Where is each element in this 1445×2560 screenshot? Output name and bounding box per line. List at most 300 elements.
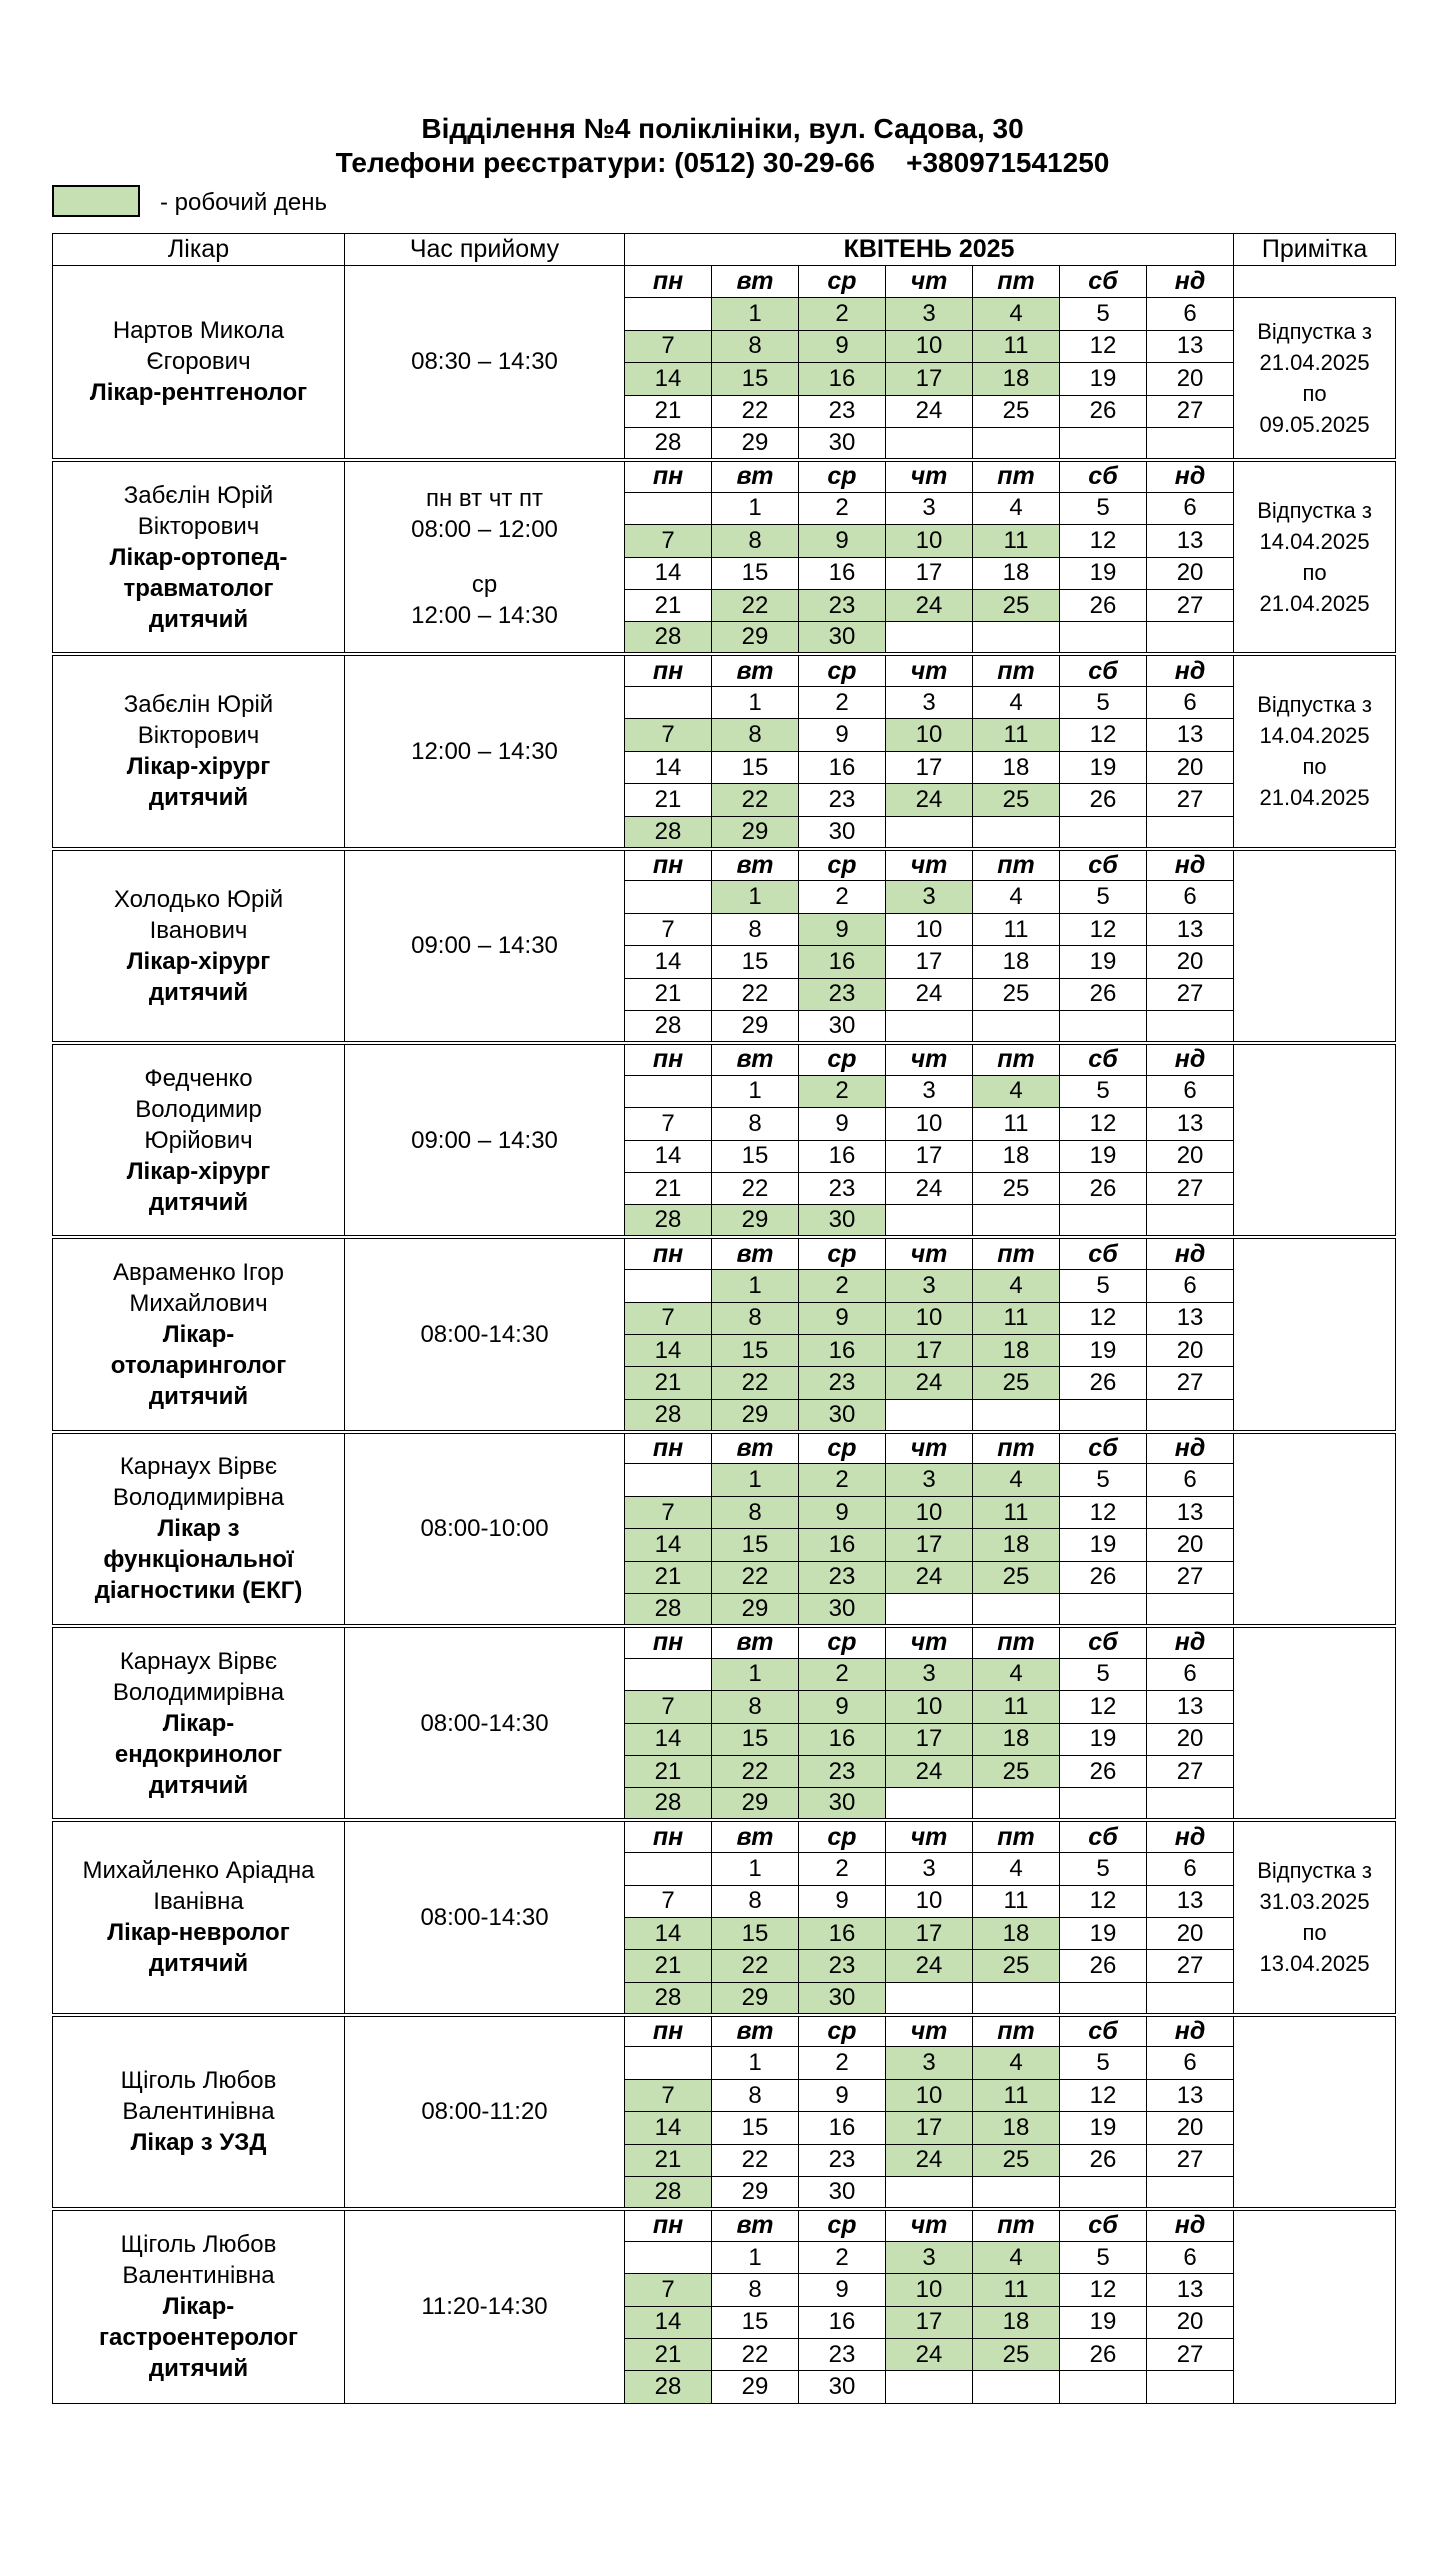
calendar-day-cell: 1 <box>712 2047 799 2079</box>
weekday-header: пн <box>625 849 712 881</box>
doctor-specialty-line: дитячий <box>148 2355 249 2383</box>
calendar-day-cell: 23 <box>799 2339 886 2371</box>
calendar-day-cell: 3 <box>886 1270 973 1302</box>
page-title <box>0 112 1445 180</box>
calendar-day-cell: 7 <box>625 719 712 751</box>
calendar-day-cell: 19 <box>1060 2112 1147 2144</box>
calendar-day-cell: 25 <box>973 395 1060 427</box>
calendar-day-cell: 2 <box>799 881 886 913</box>
weekday-header: пн <box>625 2209 712 2241</box>
weekday-header: вт <box>712 460 799 492</box>
calendar-day-cell: 26 <box>1060 978 1147 1010</box>
calendar-day-cell: 17 <box>886 1917 973 1949</box>
title-line-phones: Телефони реєстратури: (0512) 30-29-66 +380971541250 <box>335 147 1110 178</box>
doctor-name-line: Нартов Микола <box>112 317 285 345</box>
calendar-day-cell: 27 <box>1147 1367 1234 1399</box>
calendar-day-cell <box>1147 427 1234 459</box>
reception-time-cell <box>345 849 625 1043</box>
calendar-day-cell: 15 <box>712 2112 799 2144</box>
calendar-day-cell: 30 <box>799 1010 886 1042</box>
weekday-header: вт <box>712 266 799 298</box>
calendar-day-cell: 8 <box>712 913 799 945</box>
calendar-day-cell: 12 <box>1060 1108 1147 1140</box>
calendar-day-cell: 2 <box>799 687 886 719</box>
doctor-name-line: Михайлович <box>129 1289 268 1317</box>
calendar-day-cell: 8 <box>712 2274 799 2306</box>
calendar-day-cell: 7 <box>625 2274 712 2306</box>
calendar-day-cell: 25 <box>973 1950 1060 1982</box>
reception-time-line: 08:00-11:20 <box>421 2098 548 2126</box>
doctor-specialty-line: Лікар- <box>162 2293 235 2321</box>
calendar-day-cell: 15 <box>712 1917 799 1949</box>
doctor-specialty-line: Лікар-хірург <box>126 1157 271 1185</box>
weekday-header: нд <box>1147 1237 1234 1269</box>
calendar-day-cell: 29 <box>712 1594 799 1626</box>
calendar-day-cell: 20 <box>1147 1334 1234 1366</box>
calendar-day-cell: 9 <box>799 330 886 362</box>
calendar-day-cell: 23 <box>799 978 886 1010</box>
weekday-header: чт <box>886 460 973 492</box>
calendar-day-cell <box>1060 1399 1147 1431</box>
calendar-day-cell: 4 <box>973 1658 1060 1690</box>
weekday-header: ср <box>799 849 886 881</box>
weekday-header: вт <box>712 1820 799 1852</box>
calendar-day-cell: 13 <box>1147 330 1234 362</box>
calendar-day-cell: 5 <box>1060 1853 1147 1885</box>
weekday-header: нд <box>1147 849 1234 881</box>
calendar-day-cell: 24 <box>886 1172 973 1204</box>
weekday-header: пт <box>973 1432 1060 1464</box>
note-line: Відпустка з <box>1257 319 1372 345</box>
calendar-day-cell: 25 <box>973 978 1060 1010</box>
calendar-day-cell: 25 <box>973 1561 1060 1593</box>
doctor-weekday-row <box>53 1820 1396 1852</box>
weekday-header: пт <box>973 2209 1060 2241</box>
calendar-day-cell: 4 <box>973 1270 1060 1302</box>
calendar-day-cell: 17 <box>886 1140 973 1172</box>
note-cell <box>1234 2015 1396 2209</box>
weekday-header: сб <box>1060 1626 1147 1658</box>
calendar-day-cell: 11 <box>973 1108 1060 1140</box>
calendar-day-cell: 4 <box>973 1853 1060 1885</box>
calendar-day-cell: 21 <box>625 2144 712 2176</box>
weekday-header: вт <box>712 849 799 881</box>
calendar-day-cell: 5 <box>1060 687 1147 719</box>
calendar-day-cell: 8 <box>712 1302 799 1334</box>
calendar-day-cell: 12 <box>1060 2274 1147 2306</box>
calendar-day-cell: 18 <box>973 1140 1060 1172</box>
note-line: по <box>1302 381 1327 407</box>
reception-time-cell <box>345 460 625 654</box>
calendar-day-cell: 21 <box>625 395 712 427</box>
weekday-header: нд <box>1147 654 1234 686</box>
calendar-day-cell: 12 <box>1060 913 1147 945</box>
calendar-day-cell: 6 <box>1147 1853 1234 1885</box>
weekday-header: нд <box>1147 1626 1234 1658</box>
doctor-specialty-line: Лікар-хірург <box>126 753 271 781</box>
calendar-day-cell: 14 <box>625 946 712 978</box>
weekday-header: ср <box>799 266 886 298</box>
doctor-weekday-row <box>53 654 1396 686</box>
calendar-day-cell: 27 <box>1147 395 1234 427</box>
doctor-specialty-line: Лікар з УЗД <box>130 2129 267 2157</box>
doctor-name-line: Єгорович <box>146 348 251 376</box>
reception-time-cell <box>345 1820 625 2014</box>
calendar-day-cell <box>1060 2177 1147 2209</box>
calendar-day-cell: 18 <box>973 946 1060 978</box>
calendar-day-cell <box>886 1594 973 1626</box>
calendar-day-cell: 9 <box>799 525 886 557</box>
calendar-day-cell: 7 <box>625 330 712 362</box>
doctor-specialty-line: діагностики (ЕКГ) <box>94 1577 303 1605</box>
calendar-day-cell <box>973 1594 1060 1626</box>
calendar-day-cell: 23 <box>799 395 886 427</box>
reception-time-cell <box>345 1237 625 1431</box>
note-line: 21.04.2025 <box>1259 785 1370 811</box>
calendar-day-cell: 19 <box>1060 1917 1147 1949</box>
calendar-day-cell: 11 <box>973 1691 1060 1723</box>
calendar-day-cell: 3 <box>886 2047 973 2079</box>
calendar-day-cell: 26 <box>1060 784 1147 816</box>
doctor-cell <box>53 1237 345 1431</box>
calendar-day-cell: 17 <box>886 2112 973 2144</box>
calendar-day-cell: 18 <box>973 751 1060 783</box>
doctor-specialty-line: дитячий <box>148 1382 249 1410</box>
calendar-day-cell: 21 <box>625 978 712 1010</box>
calendar-day-cell: 24 <box>886 2144 973 2176</box>
doctor-specialty-line: Лікар з <box>157 1515 240 1543</box>
calendar-day-cell: 6 <box>1147 1658 1234 1690</box>
calendar-day-cell: 22 <box>712 2339 799 2371</box>
schedule-table <box>52 233 1396 2404</box>
doctor-weekday-row <box>53 460 1396 492</box>
calendar-day-cell: 22 <box>712 1755 799 1787</box>
calendar-day-cell <box>1060 427 1147 459</box>
calendar-day-cell: 6 <box>1147 687 1234 719</box>
calendar-day-cell: 15 <box>712 1723 799 1755</box>
calendar-day-cell: 1 <box>712 1270 799 1302</box>
calendar-day-cell <box>886 2177 973 2209</box>
calendar-day-cell: 11 <box>973 1885 1060 1917</box>
calendar-day-cell: 9 <box>799 1691 886 1723</box>
note-cell <box>1234 1432 1396 1626</box>
calendar-day-cell: 2 <box>799 1270 886 1302</box>
calendar-day-cell: 30 <box>799 622 886 654</box>
calendar-day-cell: 16 <box>799 2306 886 2338</box>
weekday-header: сб <box>1060 849 1147 881</box>
calendar-day-cell: 24 <box>886 395 973 427</box>
calendar-day-cell <box>886 622 973 654</box>
calendar-day-cell <box>973 1205 1060 1237</box>
calendar-day-cell: 7 <box>625 1496 712 1528</box>
calendar-day-cell: 17 <box>886 946 973 978</box>
calendar-day-cell: 10 <box>886 913 973 945</box>
weekday-header: вт <box>712 1432 799 1464</box>
doctor-name-line: Валентинівна <box>122 2098 275 2126</box>
weekday-header: чт <box>886 1432 973 1464</box>
note-line: 31.03.2025 <box>1259 1889 1370 1915</box>
calendar-day-cell <box>1147 2371 1234 2403</box>
calendar-day-cell: 6 <box>1147 1464 1234 1496</box>
calendar-day-cell: 17 <box>886 1334 973 1366</box>
calendar-day-cell: 20 <box>1147 1529 1234 1561</box>
calendar-day-cell <box>1147 1205 1234 1237</box>
weekday-header: вт <box>712 2209 799 2241</box>
calendar-day-cell: 23 <box>799 1172 886 1204</box>
calendar-day-cell: 21 <box>625 1172 712 1204</box>
calendar-day-cell: 4 <box>973 298 1060 330</box>
doctor-name-line: Михайленко Аріадна <box>82 1857 315 1885</box>
note-cell <box>1234 1626 1396 1820</box>
doctor-specialty-line: дитячий <box>148 605 249 633</box>
weekday-header: сб <box>1060 2209 1147 2241</box>
note-line: 09.05.2025 <box>1259 412 1370 438</box>
calendar-day-cell: 4 <box>973 2241 1060 2273</box>
calendar-day-cell: 4 <box>973 881 1060 913</box>
calendar-day-cell <box>1060 1788 1147 1820</box>
calendar-day-cell <box>625 881 712 913</box>
reception-time-line: 08:00-10:00 <box>420 1515 549 1543</box>
doctor-cell <box>53 266 345 460</box>
calendar-day-cell <box>886 1982 973 2014</box>
calendar-day-cell: 30 <box>799 2371 886 2403</box>
calendar-day-cell: 24 <box>886 1950 973 1982</box>
calendar-day-cell: 19 <box>1060 1723 1147 1755</box>
calendar-day-cell: 6 <box>1147 1270 1234 1302</box>
note-line: 21.04.2025 <box>1259 591 1370 617</box>
reception-time-line: 08:00-14:30 <box>420 1320 549 1348</box>
weekday-header: нд <box>1147 266 1234 298</box>
calendar-day-cell: 26 <box>1060 395 1147 427</box>
calendar-day-cell: 14 <box>625 1140 712 1172</box>
weekday-header: нд <box>1147 2015 1234 2047</box>
calendar-day-cell: 20 <box>1147 1917 1234 1949</box>
calendar-day-cell: 25 <box>973 1172 1060 1204</box>
note-line: по <box>1302 754 1327 780</box>
calendar-day-cell <box>886 1788 973 1820</box>
calendar-day-cell: 19 <box>1060 751 1147 783</box>
calendar-day-cell: 30 <box>799 816 886 848</box>
calendar-day-cell: 25 <box>973 1755 1060 1787</box>
note-line: по <box>1302 1920 1327 1946</box>
weekday-header: сб <box>1060 654 1147 686</box>
calendar-day-cell: 8 <box>712 525 799 557</box>
calendar-day-cell: 13 <box>1147 913 1234 945</box>
calendar-day-cell: 30 <box>799 2177 886 2209</box>
calendar-day-cell: 10 <box>886 1108 973 1140</box>
calendar-day-cell: 28 <box>625 1205 712 1237</box>
calendar-day-cell: 7 <box>625 1302 712 1334</box>
note-line: 13.04.2025 <box>1259 1951 1370 1977</box>
calendar-day-cell <box>973 2371 1060 2403</box>
doctor-cell <box>53 1432 345 1626</box>
calendar-day-cell: 16 <box>799 1529 886 1561</box>
doctor-name-line: Забєлін Юрій <box>123 481 274 509</box>
doctor-cell <box>53 2015 345 2209</box>
calendar-day-cell: 16 <box>799 363 886 395</box>
calendar-day-cell <box>973 816 1060 848</box>
calendar-day-cell: 18 <box>973 2306 1060 2338</box>
weekday-header: пн <box>625 1043 712 1075</box>
calendar-day-cell <box>625 1853 712 1885</box>
calendar-day-cell: 21 <box>625 1950 712 1982</box>
calendar-day-cell: 1 <box>712 2241 799 2273</box>
calendar-day-cell: 3 <box>886 1464 973 1496</box>
weekday-header: чт <box>886 1626 973 1658</box>
calendar-day-cell: 3 <box>886 2241 973 2273</box>
calendar-day-cell <box>1060 1982 1147 2014</box>
note-line: Відпустка з <box>1257 1858 1372 1884</box>
calendar-day-cell: 22 <box>712 1367 799 1399</box>
calendar-day-cell <box>625 298 712 330</box>
calendar-day-cell: 18 <box>973 557 1060 589</box>
doctor-name-line: Забєлін Юрій <box>123 691 274 719</box>
calendar-day-cell: 15 <box>712 1529 799 1561</box>
calendar-day-cell: 25 <box>973 784 1060 816</box>
calendar-day-cell: 11 <box>973 525 1060 557</box>
calendar-day-cell: 4 <box>973 687 1060 719</box>
calendar-day-cell: 5 <box>1060 1464 1147 1496</box>
calendar-day-cell: 11 <box>973 2079 1060 2111</box>
calendar-day-cell: 24 <box>886 1561 973 1593</box>
calendar-day-cell: 5 <box>1060 1075 1147 1107</box>
calendar-day-cell: 1 <box>712 1658 799 1690</box>
calendar-day-cell: 2 <box>799 492 886 524</box>
calendar-day-cell <box>886 2371 973 2403</box>
doctor-specialty-line: дитячий <box>148 784 249 812</box>
weekday-header: пн <box>625 654 712 686</box>
calendar-day-cell: 10 <box>886 1496 973 1528</box>
title-line-department: Відділення №4 поліклініки, вул. Садова, 30 <box>421 113 1024 144</box>
calendar-day-cell: 14 <box>625 1723 712 1755</box>
calendar-day-cell: 10 <box>886 1302 973 1334</box>
calendar-day-cell: 10 <box>886 1691 973 1723</box>
note-line: 14.04.2025 <box>1259 723 1370 749</box>
calendar-day-cell <box>1060 2371 1147 2403</box>
calendar-day-cell: 18 <box>973 363 1060 395</box>
calendar-day-cell: 8 <box>712 330 799 362</box>
doctor-weekday-row <box>53 1432 1396 1464</box>
note-cell <box>1234 298 1396 460</box>
note-cell <box>1234 1820 1396 2014</box>
calendar-day-cell: 5 <box>1060 2241 1147 2273</box>
calendar-day-cell: 21 <box>625 589 712 621</box>
calendar-day-cell: 15 <box>712 2306 799 2338</box>
doctor-specialty-line: Лікар- <box>162 1320 235 1348</box>
weekday-header: пт <box>973 849 1060 881</box>
calendar-day-cell: 3 <box>886 1658 973 1690</box>
calendar-day-cell: 10 <box>886 2274 973 2306</box>
doctor-specialty-line: Лікар-рентгенолог <box>89 379 308 407</box>
calendar-day-cell: 7 <box>625 1691 712 1723</box>
calendar-day-cell: 7 <box>625 1885 712 1917</box>
calendar-day-cell: 1 <box>712 1075 799 1107</box>
calendar-day-cell: 20 <box>1147 363 1234 395</box>
calendar-day-cell: 10 <box>886 1885 973 1917</box>
calendar-day-cell: 24 <box>886 784 973 816</box>
calendar-day-cell: 27 <box>1147 1755 1234 1787</box>
calendar-day-cell <box>625 1658 712 1690</box>
calendar-day-cell: 25 <box>973 2339 1060 2371</box>
calendar-day-cell: 22 <box>712 1561 799 1593</box>
calendar-day-cell: 9 <box>799 2079 886 2111</box>
calendar-day-cell: 28 <box>625 1594 712 1626</box>
doctor-specialty-line: Лікар- <box>162 1709 235 1737</box>
calendar-day-cell: 15 <box>712 1334 799 1366</box>
doctor-weekday-row <box>53 266 1396 298</box>
doctor-cell <box>53 1626 345 1820</box>
weekday-header: сб <box>1060 460 1147 492</box>
calendar-day-cell: 20 <box>1147 2306 1234 2338</box>
weekday-header: чт <box>886 266 973 298</box>
calendar-day-cell: 9 <box>799 1108 886 1140</box>
calendar-day-cell <box>625 492 712 524</box>
calendar-day-cell: 29 <box>712 1982 799 2014</box>
doctor-name-line: Юрійович <box>144 1126 253 1154</box>
calendar-day-cell: 27 <box>1147 1172 1234 1204</box>
calendar-day-cell: 14 <box>625 1334 712 1366</box>
doctor-name-line: Володимир <box>135 1095 262 1123</box>
doctor-specialty-line: отоларинголог <box>110 1351 287 1379</box>
weekday-header: чт <box>886 654 973 686</box>
calendar-day-cell: 28 <box>625 427 712 459</box>
calendar-day-cell: 29 <box>712 2371 799 2403</box>
weekday-header: нд <box>1147 460 1234 492</box>
doctor-specialty-line: функціональної <box>103 1546 294 1574</box>
calendar-day-cell <box>1147 816 1234 848</box>
doctor-cell <box>53 849 345 1043</box>
calendar-day-cell: 3 <box>886 687 973 719</box>
calendar-day-cell: 3 <box>886 1853 973 1885</box>
calendar-day-cell: 18 <box>973 1334 1060 1366</box>
calendar-day-cell <box>1147 1788 1234 1820</box>
doctor-name-line: Іванович <box>149 916 248 944</box>
doctor-cell <box>53 654 345 848</box>
calendar-day-cell: 20 <box>1147 1723 1234 1755</box>
weekday-header: пн <box>625 2015 712 2047</box>
weekday-header: вт <box>712 1237 799 1269</box>
calendar-day-cell: 14 <box>625 557 712 589</box>
calendar-day-cell: 19 <box>1060 946 1147 978</box>
calendar-day-cell <box>1060 1010 1147 1042</box>
calendar-day-cell: 10 <box>886 2079 973 2111</box>
calendar-day-cell: 19 <box>1060 1529 1147 1561</box>
weekday-header: пт <box>973 1820 1060 1852</box>
weekday-header: пт <box>973 266 1060 298</box>
weekday-header: пн <box>625 1820 712 1852</box>
calendar-day-cell: 28 <box>625 816 712 848</box>
doctor-name-line: Карнаух Вірвє <box>119 1453 278 1481</box>
calendar-day-cell <box>973 1010 1060 1042</box>
doctor-name-line: Федченко <box>144 1064 253 1092</box>
calendar-day-cell: 19 <box>1060 1334 1147 1366</box>
calendar-day-cell: 1 <box>712 687 799 719</box>
weekday-header: пт <box>973 1626 1060 1658</box>
calendar-day-cell: 30 <box>799 1788 886 1820</box>
calendar-day-cell: 14 <box>625 2306 712 2338</box>
column-header-month: КВІТЕНЬ 2025 <box>625 234 1234 266</box>
calendar-day-cell: 16 <box>799 1140 886 1172</box>
calendar-day-cell: 27 <box>1147 1950 1234 1982</box>
calendar-day-cell <box>625 1075 712 1107</box>
calendar-day-cell: 6 <box>1147 2047 1234 2079</box>
calendar-day-cell: 23 <box>799 1755 886 1787</box>
reception-time-cell <box>345 1626 625 1820</box>
calendar-day-cell: 30 <box>799 1205 886 1237</box>
doctor-weekday-row <box>53 2209 1396 2241</box>
weekday-header: чт <box>886 849 973 881</box>
weekday-header: сб <box>1060 2015 1147 2047</box>
